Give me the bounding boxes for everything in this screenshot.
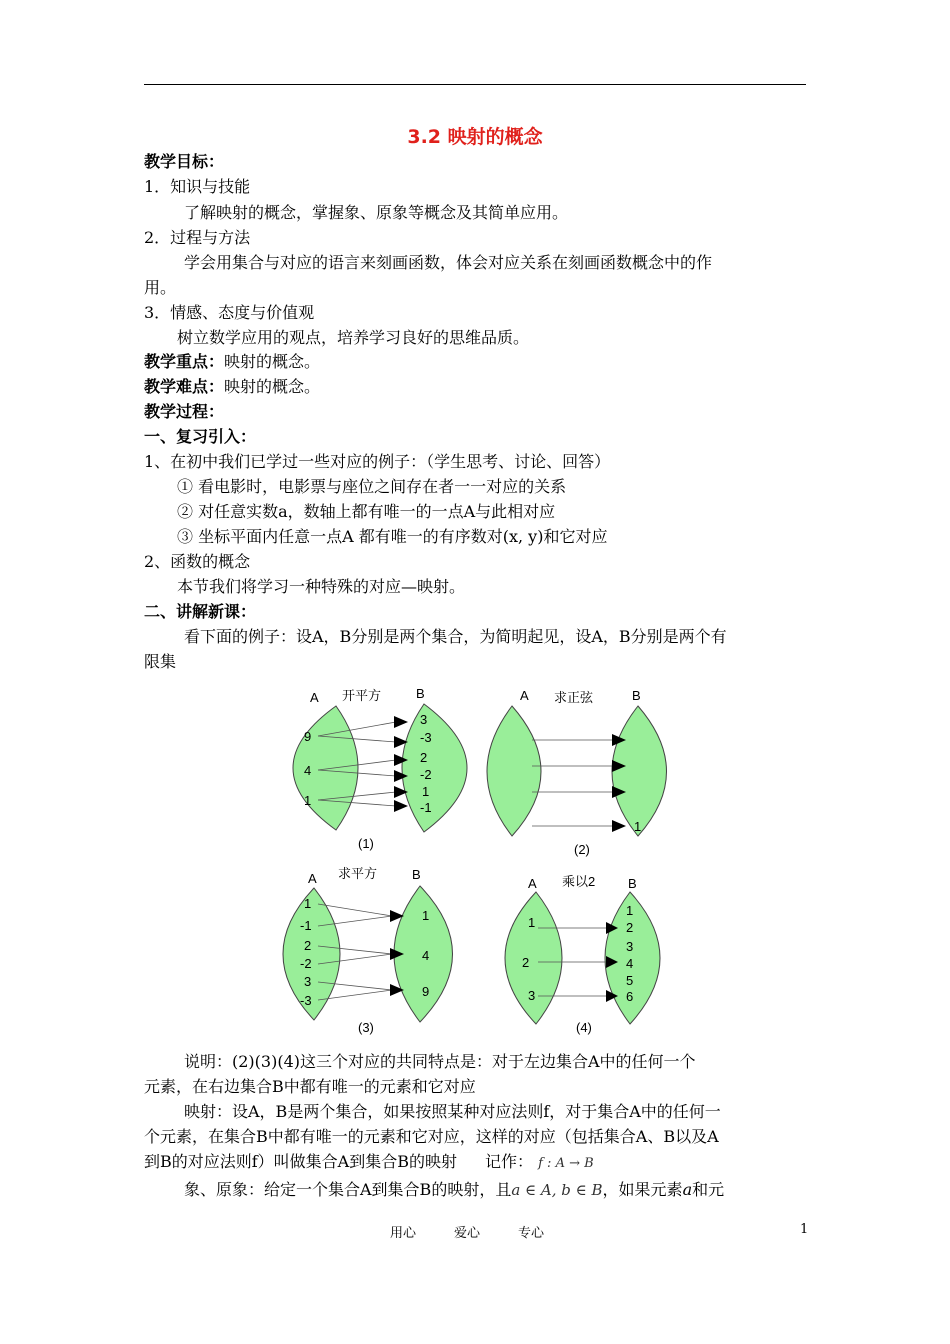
set-a-ellipse [487, 706, 541, 836]
element-label: 3 [304, 974, 312, 989]
element-label: 4 [626, 956, 634, 971]
goals-heading: 教学目标： [144, 152, 225, 171]
set-b-ellipse [402, 704, 467, 832]
element-membership: a ∈ A, b ∈ B [511, 1181, 603, 1199]
set-b-label: B [628, 876, 637, 891]
goal-3-title: 3．情感、态度与价值观 [144, 303, 315, 322]
page-number: 1 [800, 1222, 809, 1237]
image-def-text-2: ，如果元素 [602, 1180, 683, 1199]
example-item-3: ③ 坐标平面内任意一点A 都有唯一的有序数对(x, y)和它对应 [177, 527, 608, 546]
mapping-rule-label: 求平方 [338, 866, 378, 881]
note-para-cont: 元素，在右边集合B中都有唯一的元素和它对应 [144, 1077, 476, 1096]
key-point [144, 352, 320, 372]
diagram-caption: (1) [358, 836, 374, 851]
mapping-def-3 [144, 1152, 594, 1174]
mapping-rule-label: 乘以2 [562, 874, 596, 889]
element-label: 1 [626, 903, 634, 918]
element-variable: a [682, 1180, 693, 1199]
element-label: -3 [300, 993, 312, 1008]
diagram-caption: (4) [576, 1020, 592, 1035]
element-label: 3 [528, 988, 536, 1003]
diagram-caption: (3) [358, 1020, 374, 1035]
section-1-para-2: 2、函数的概念 [144, 552, 251, 571]
element-label: 1 [528, 915, 536, 930]
key-point-label: 教学重点： [144, 352, 225, 371]
footer-word-1: 用心 [390, 1226, 417, 1241]
mapping-diagram-1 [270, 680, 470, 860]
section-2-para-1-cont: 限集 [144, 652, 177, 671]
arrowhead [394, 800, 408, 812]
goal-3-text: 树立数学应用的观点，培养学习良好的思维品质。 [177, 328, 530, 347]
section-2-para-1: 看下面的例子：设A，B分别是两个集合，为简明起见，设A，B分别是两个有 [184, 627, 727, 646]
section-2-heading: 二、讲解新课： [144, 602, 257, 621]
set-a-ellipse [505, 892, 562, 1024]
set-a-ellipse [293, 706, 358, 830]
mapping-def-1: 映射：设A，B是两个集合，如果按照某种对应法则f，对于集合A中的任何一 [184, 1102, 721, 1121]
footer-word-3: 专心 [518, 1226, 545, 1241]
mapping-def-3-text: 到B的对应法则f）叫做集合A到集合B的映射 [144, 1152, 457, 1171]
element-label: 9 [304, 729, 312, 744]
element-label: 2 [522, 955, 530, 970]
mapping-diagram-2 [480, 680, 680, 865]
set-a-label: A [310, 690, 319, 705]
note-para: 说明：(2)(3)(4)这三个对应的共同特点是：对于左边集合A中的任何一个 [184, 1052, 696, 1071]
element-label: 1 [304, 793, 312, 808]
example-item-1: ① 看电影时，电影票与座位之间存在者一一对应的关系 [177, 477, 567, 496]
mapping-def-2: 个元素，在集合B中都有唯一的元素和它对应，这样的对应（包括集合A、B以及A [144, 1127, 719, 1146]
element-label: -1 [420, 800, 432, 815]
set-b-ellipse [612, 706, 667, 836]
element-label: 2 [420, 750, 428, 765]
element-label: 1 [634, 819, 642, 834]
element-label: -3 [420, 730, 432, 745]
element-label: 9 [422, 984, 430, 999]
difficult-point-text: 映射的概念。 [224, 377, 321, 396]
goal-1-title: 1．知识与技能 [144, 177, 251, 196]
image-def [184, 1180, 724, 1200]
set-b-label: B [416, 686, 425, 701]
mapping-rule-label: 求正弦 [554, 690, 594, 705]
key-point-text: 映射的概念。 [224, 352, 321, 371]
footer-word-2: 爱心 [454, 1226, 481, 1241]
element-label: 6 [626, 989, 634, 1004]
difficult-point-label: 教学难点： [144, 377, 225, 396]
notation-label: 记作： [485, 1152, 534, 1171]
diagram-caption: (2) [574, 842, 590, 857]
goal-2-text: 学会用集合与对应的语言来刻画函数，体会对应关系在刻画函数概念中的作 [184, 253, 713, 272]
mapping-diagram-4 [490, 862, 690, 1042]
mapping-rule-label: 开平方 [342, 688, 382, 703]
element-label: -1 [300, 918, 312, 933]
set-b-label: B [632, 688, 641, 703]
image-def-text-3: 和元 [692, 1180, 725, 1199]
arrowhead [394, 716, 408, 728]
difficult-point [144, 377, 320, 397]
element-label: 5 [626, 973, 634, 988]
element-label: 1 [422, 784, 430, 799]
element-label: 1 [422, 908, 430, 923]
mapping-diagram-3 [270, 862, 470, 1042]
element-label: 2 [626, 920, 634, 935]
example-item-2: ② 对任意实数a，数轴上都有唯一的一点A与此相对应 [177, 502, 556, 521]
element-label: 3 [420, 712, 428, 727]
set-a-label: A [520, 688, 529, 703]
element-label: 4 [422, 948, 430, 963]
element-label: -2 [420, 767, 432, 782]
element-label: 4 [304, 763, 312, 778]
set-a-label: A [308, 871, 317, 886]
set-a-label: A [528, 876, 537, 891]
element-label: -2 [300, 956, 312, 971]
section-1-heading: 一、复习引入： [144, 427, 257, 446]
element-label: 2 [304, 938, 312, 953]
footer-motto [390, 1222, 582, 1241]
process-heading: 教学过程： [144, 402, 225, 421]
goal-1-text: 了解映射的概念，掌握象、原象等概念及其简单应用。 [184, 203, 569, 222]
section-1-para-1: 1、在初中我们已学过一些对应的例子：（学生思考、讨论、回答） [144, 452, 611, 471]
goal-2-title: 2．过程与方法 [144, 228, 251, 247]
page-title: 3.2 映射的概念 [407, 126, 543, 148]
element-label: 1 [304, 896, 312, 911]
element-label: 3 [626, 939, 634, 954]
arrowhead [612, 820, 626, 832]
goal-2-text-cont: 用。 [144, 278, 177, 297]
mapping-notation: f : A → B [538, 1156, 594, 1171]
image-def-text: 象、原象：给定一个集合A到集合B的映射，且 [184, 1180, 512, 1199]
section-1-para-2-text: 本节我们将学习一种特殊的对应—映射。 [177, 577, 466, 596]
set-b-label: B [412, 867, 421, 882]
header-rule [144, 84, 806, 85]
